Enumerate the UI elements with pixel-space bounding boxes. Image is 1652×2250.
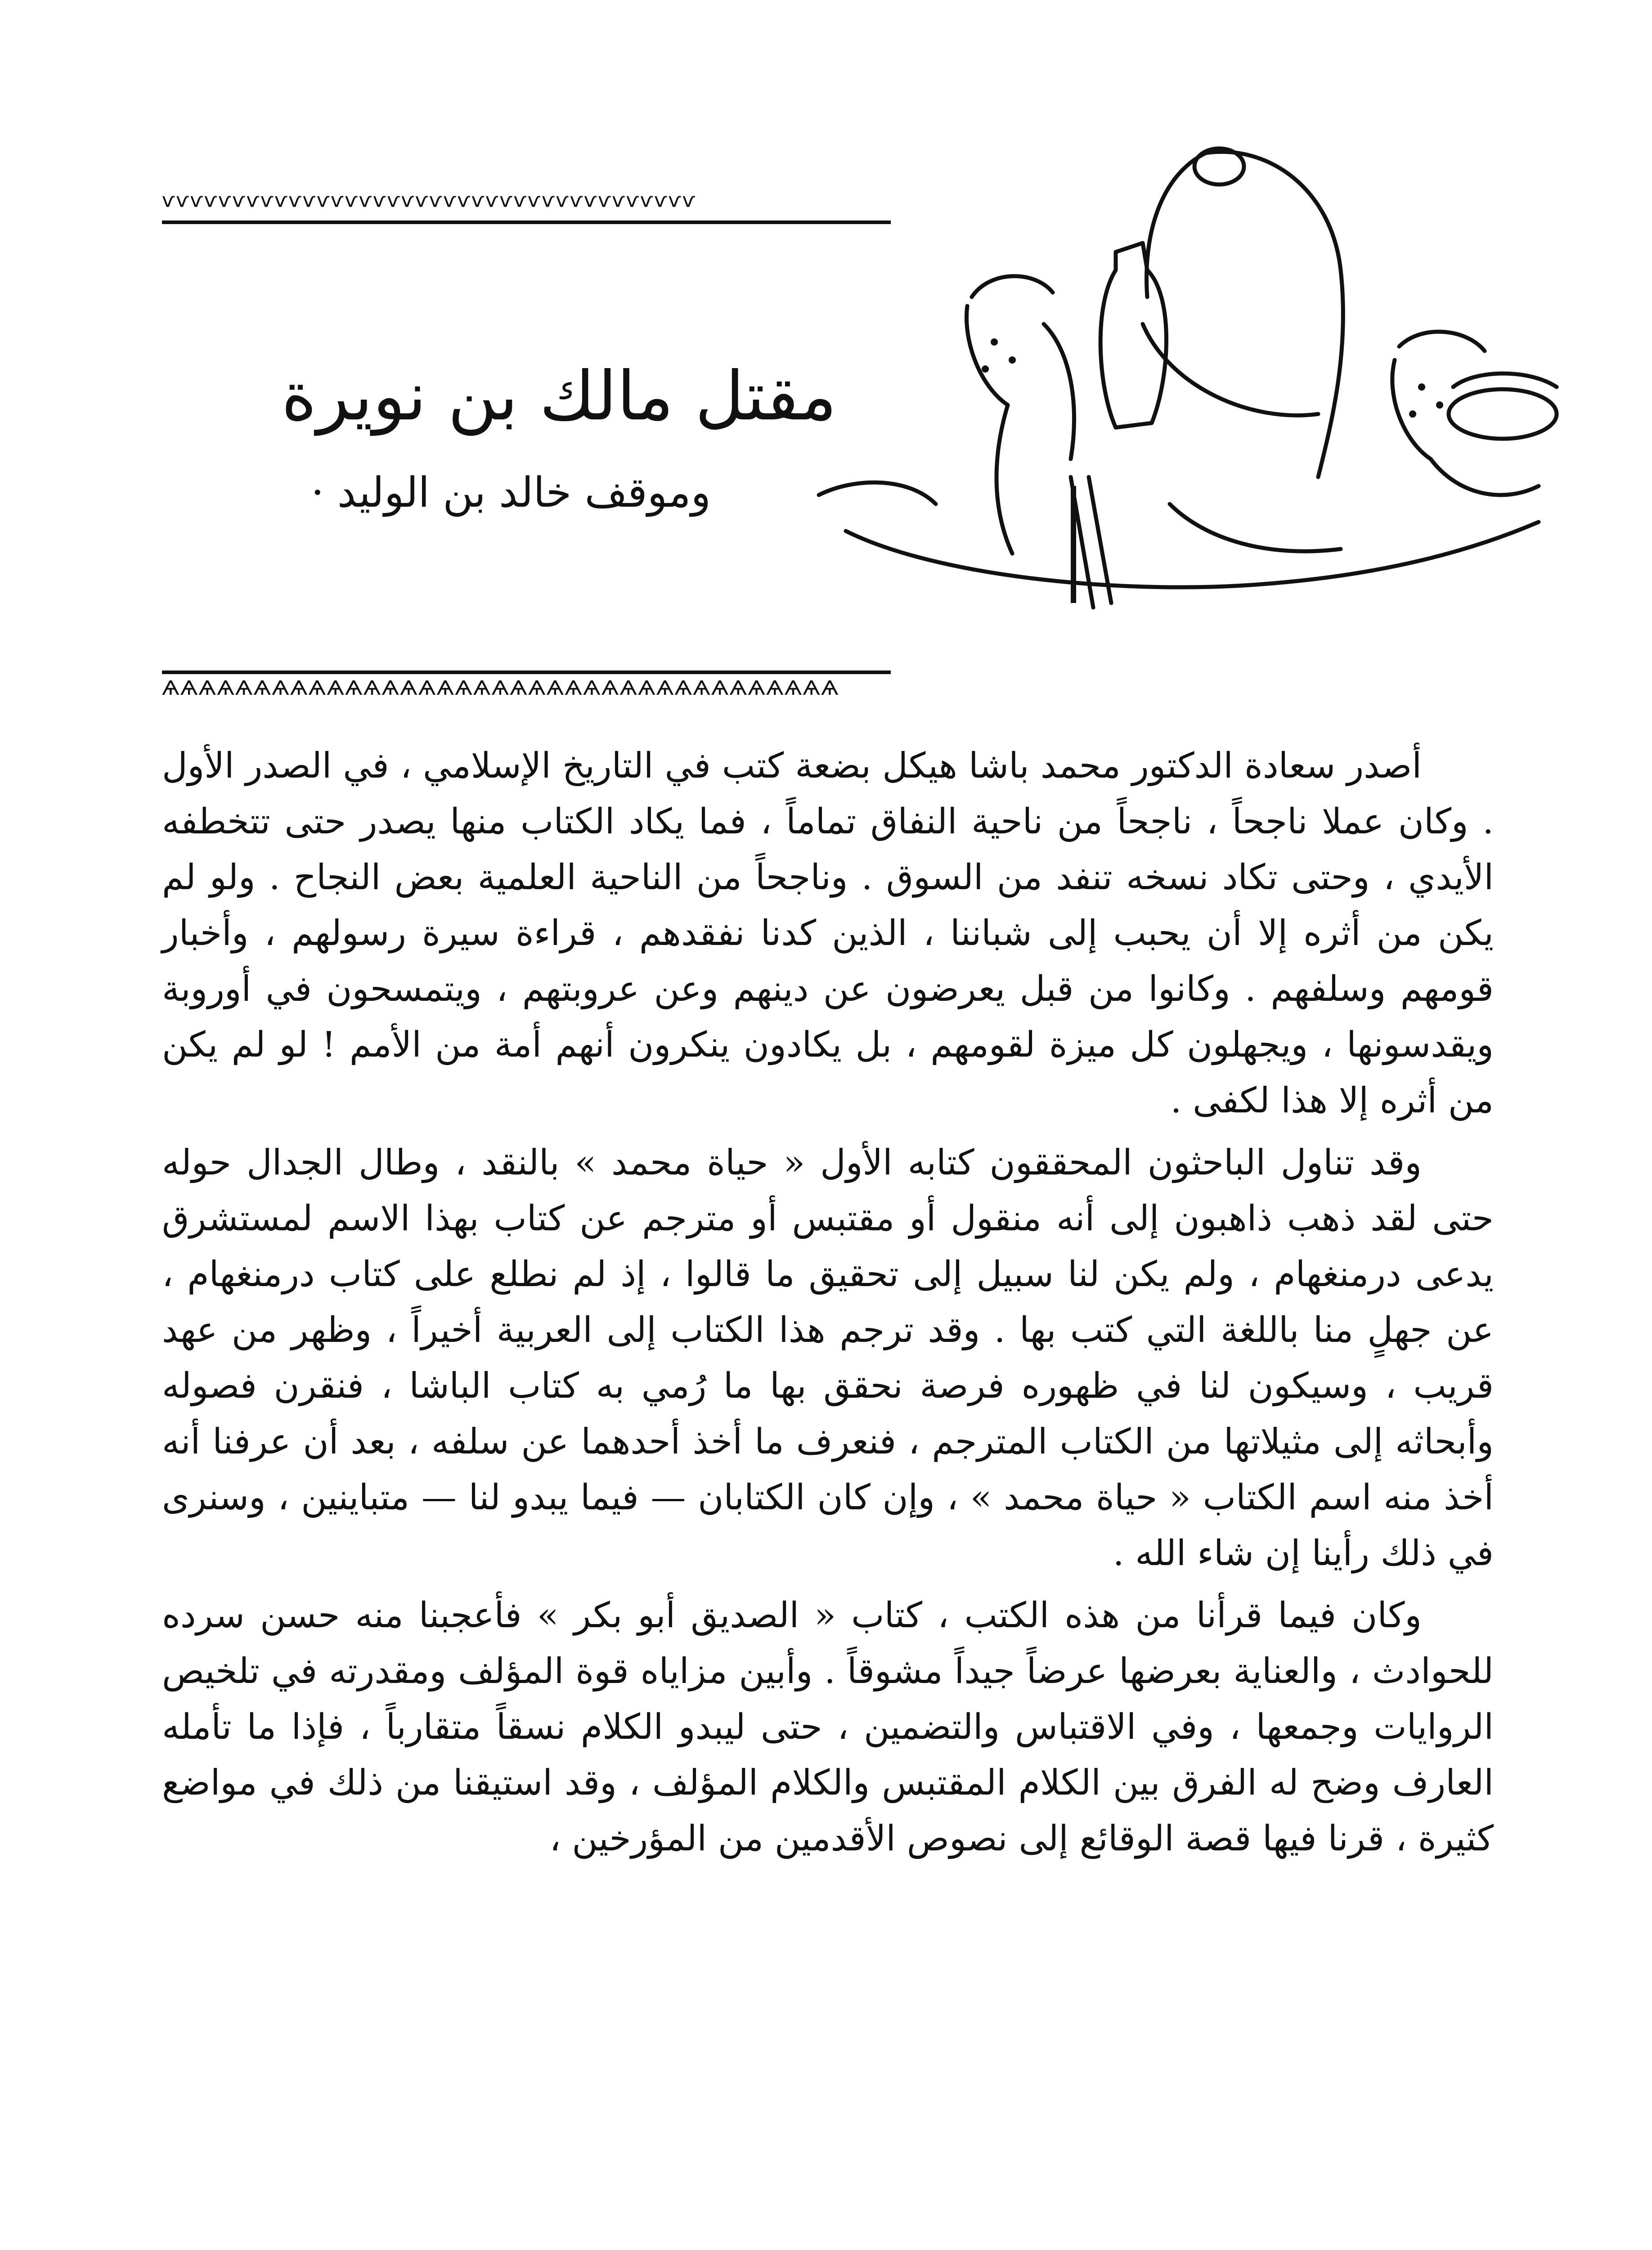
- article-body: [162, 738, 1494, 1873]
- article-title: مقتل مالك بن نويرة: [281, 357, 837, 436]
- paragraph-2: وقد تناول الباحثون المحققون كتابه الأول « حياة محمد » بالنقد ، وطال الجدال حوله حتى لقد ذهب ذاهبون إلى أنه منقول أو مقتبس أو مترجم عن كتاب بهذا الاسم لمستشرق يدعى درمنغهام ، ولم يكن لنا سبيل إلى تحقيق ما قالوا ، إذ لم نطلع على كتاب درمنغهام ، عن جهلٍ منا باللغة التي كتب بها . وقد ترجم هذا الكتاب إلى العربية أخيراً ، وظهر من عهد قريب ، وسيكون لنا في ظهوره فرصة نحقق بها ما رُمي به كتاب الباشا ، فنقرن فصوله وأبحاثه إلى مثيلاتها من الكتاب المترجم ، فنعرف ما أخذ أحدهما عن سلفه ، بعد أن عرفنا أنه أخذ منه اسم الكتاب « حياة محمد » ، وإن كان الكتابان — فيما يبدو لنا — متباينين ، وسنرى في ذلك رأينا إن شاء الله .: [162, 1143, 1494, 1574]
- decorative-border-bottom: ѦѦѦѦѦѦѦѦѦѦѦѦѦѦѦѦѦѦѦѦѦѦѦѦѦѦѦѦѦѦѦѦѦѦѦѦѦ: [162, 670, 891, 708]
- decorative-border-top: ѵѵѵѵѵѵѵѵѵѵѵѵѵѵѵѵѵѵѵѵѵѵѵѵѵѵѵѵѵѵѵѵѵѵѵѵѵѵ: [162, 189, 891, 224]
- illustration-figures-image: [801, 135, 1597, 639]
- article-subtitle: وموقف خالد بن الوليد ·: [311, 468, 711, 517]
- paragraph-3: وكان فيما قرأنا من هذه الكتب ، كتاب « الصديق أبو بكر » فأعجبنا منه حسن سرده للحوادث ، والعناية بعرضها عرضاً جيداً مشوقاً . وأبين مزاياه قوة المؤلف ومقدرته في تلخيص الروايات وجمعها ، وفي الاقتباس والتضمين ، حتى ليبدو الكلام نسقاً متقارباً ، فإذا ما تأمله العارف وضح له الفرق بين الكلام المقتبس والكلام المؤلف ، وقد استيقنا من ذلك في مواضع كثيرة ، قرنا فيها قصة الوقائع إلى نصوص الأقدمين من المؤرخين ،: [162, 1595, 1494, 1859]
- paragraph-1: أصدر سعادة الدكتور محمد باشا هيكل بضعة كتب في التاريخ الإسلامي ، في الصدر الأول . وكان عملا ناجحاً ، ناجحاً من ناحية النفاق تماماً ، فما يكاد الكتاب منها يصدر حتى تتخطفه الأيدي ، وحتى تكاد نسخه تنفد من السوق . وناجحاً من الناحية العلمية بعض النجاح . ولو لم يكن من أثره إلا أن يحبب إلى شباننا ، الذين كدنا نفقدهم ، قراءة سيرة رسولهم ، وأخبار قومهم وسلفهم . وكانوا من قبل يعرضون عن دينهم وعن عروبتهم ، ويتمسحون في أوروبة ويقدسونها ، ويجهلون كل ميزة لقومهم ، بل يكادون ينكرون أنهم أمة من الأمم ! لو لم يكن من أثره إلا هذا لكفى .: [162, 746, 1494, 1121]
